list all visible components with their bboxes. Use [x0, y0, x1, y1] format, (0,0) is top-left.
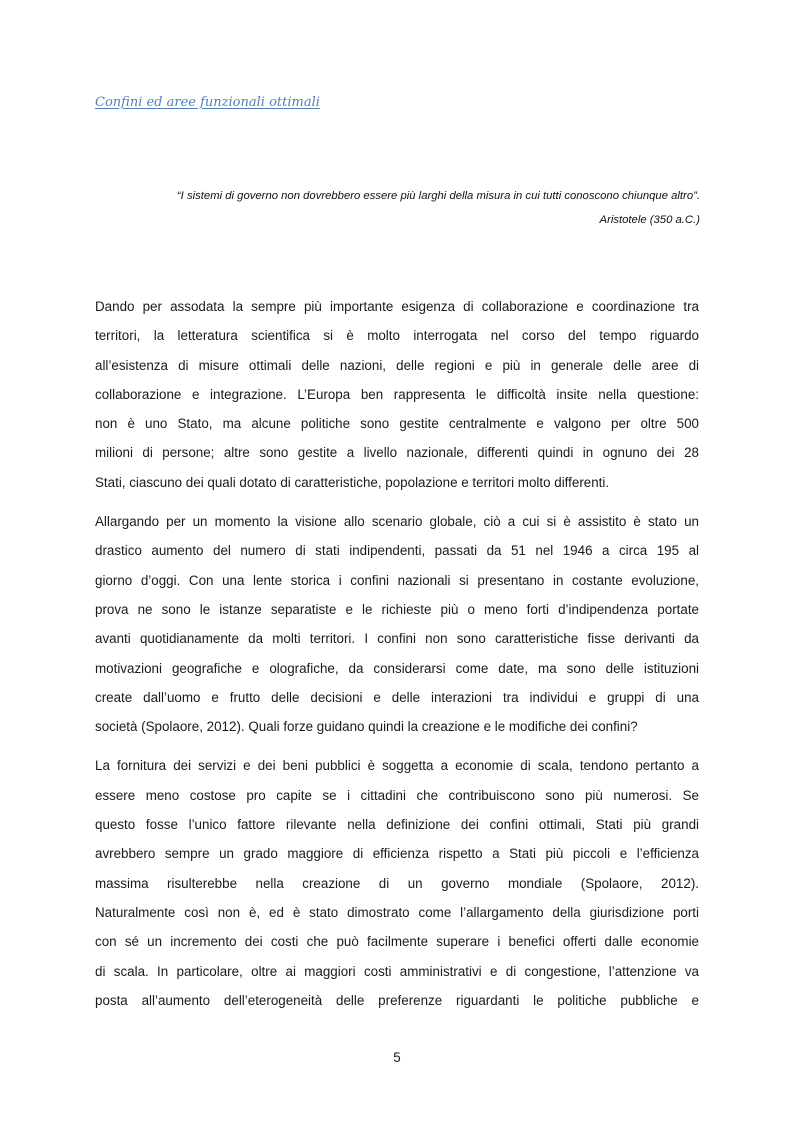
text-line: La fornitura dei servizi e dei beni pubblici è soggetta a economie di scala, tendono pertanto a: [95, 758, 699, 774]
body-text: [95, 292, 699, 1025]
paragraph-1: [95, 292, 699, 497]
text-line: create dall’uomo e frutto delle decisioni e delle interazioni tra individui e gruppi di una: [95, 689, 699, 705]
epigraph: [120, 184, 700, 232]
text-line: società (Spolaore, 2012). Quali forze guidano quindi la creazione e le modifiche dei confini?: [95, 719, 638, 735]
text-line: massima risulterebbe nella creazione di un governo mondiale (Spolaore, 2012).: [95, 875, 699, 891]
text-line: posta all’aumento dell’eterogeneità delle preferenze riguardanti le politiche pubbliche e: [95, 992, 699, 1008]
text-line: avanti quotidianamente da molti territori. I confini non sono caratteristiche fisse derivanti da: [95, 631, 699, 647]
text-line: Dando per assodata la sempre più importante esigenza di collaborazione e coordinazione tra: [95, 299, 699, 314]
text-line: non è uno Stato, ma alcune politiche sono gestite centralmente e valgono per oltre 500: [95, 416, 699, 432]
text-line: prova ne sono le istanze separatiste e le richieste più o meno forti d’indipendenza portate: [95, 601, 699, 617]
epigraph-quote: “I sistemi di governo non dovrebbero essere più larghi della misura in cui tutti conoscono chiunque altro”.: [176, 190, 700, 202]
text-line: all’esistenza di misure ottimali delle nazioni, delle regioni e più in generale delle aree di: [95, 357, 699, 373]
section-title: Confini ed aree funzionali ottimali: [95, 95, 320, 110]
text-line: con sé un incremento dei costi che può facilmente superare i benefici offerti dalle economie: [95, 934, 699, 950]
text-line: di scala. In particolare, oltre ai maggiori costi amministrativi e di congestione, l’attenzione va: [95, 963, 699, 979]
text-line: giorno d’oggi. Con una lente storica i confini nazionali si presentano in costante evoluzione,: [95, 572, 699, 588]
paragraph-3: [95, 751, 699, 1015]
paragraph-2: [95, 507, 699, 741]
text-line: drastico aumento del numero di stati indipendenti, passati da 51 nel 1946 a circa 195 al: [95, 543, 699, 559]
text-line: Allargando per un momento la visione allo scenario globale, ciò a cui si è assistito è stato un: [95, 514, 699, 530]
text-line: avrebbero sempre un grado maggiore di efficienza rispetto a Stati più piccoli e l’efficienza: [95, 846, 699, 862]
epigraph-attribution: Aristotele (350 a.C.): [599, 214, 700, 226]
text-line: questo fosse l’unico fattore rilevante nella definizione dei confini ottimali, Stati più grandi: [95, 817, 699, 833]
text-line: collaborazione e integrazione. L’Europa ben rappresenta le difficoltà insite nella questione:: [95, 386, 699, 402]
text-line: territori, la letteratura scientifica si è molto interrogata nel corso del tempo riguardo: [95, 328, 699, 344]
text-line: motivazioni geografiche e olografiche, da considerarsi come date, ma sono delle istituzioni: [95, 660, 699, 676]
text-line: milioni di persone; altre sono gestite a livello nazionale, differenti quindi in ognuno dei 28: [95, 445, 699, 461]
text-line: Stati, ciascuno dei quali dotato di caratteristiche, popolazione e territori molto differenti.: [95, 474, 610, 490]
text-line: essere meno costose pro capite se i cittadini che contribuiscono sono più numerosi. Se: [95, 787, 699, 803]
text-line: Naturalmente così non è, ed è stato dimostrato come l’allargamento della giurisdizione porti: [95, 904, 699, 920]
page-number: 5: [393, 1050, 401, 1065]
